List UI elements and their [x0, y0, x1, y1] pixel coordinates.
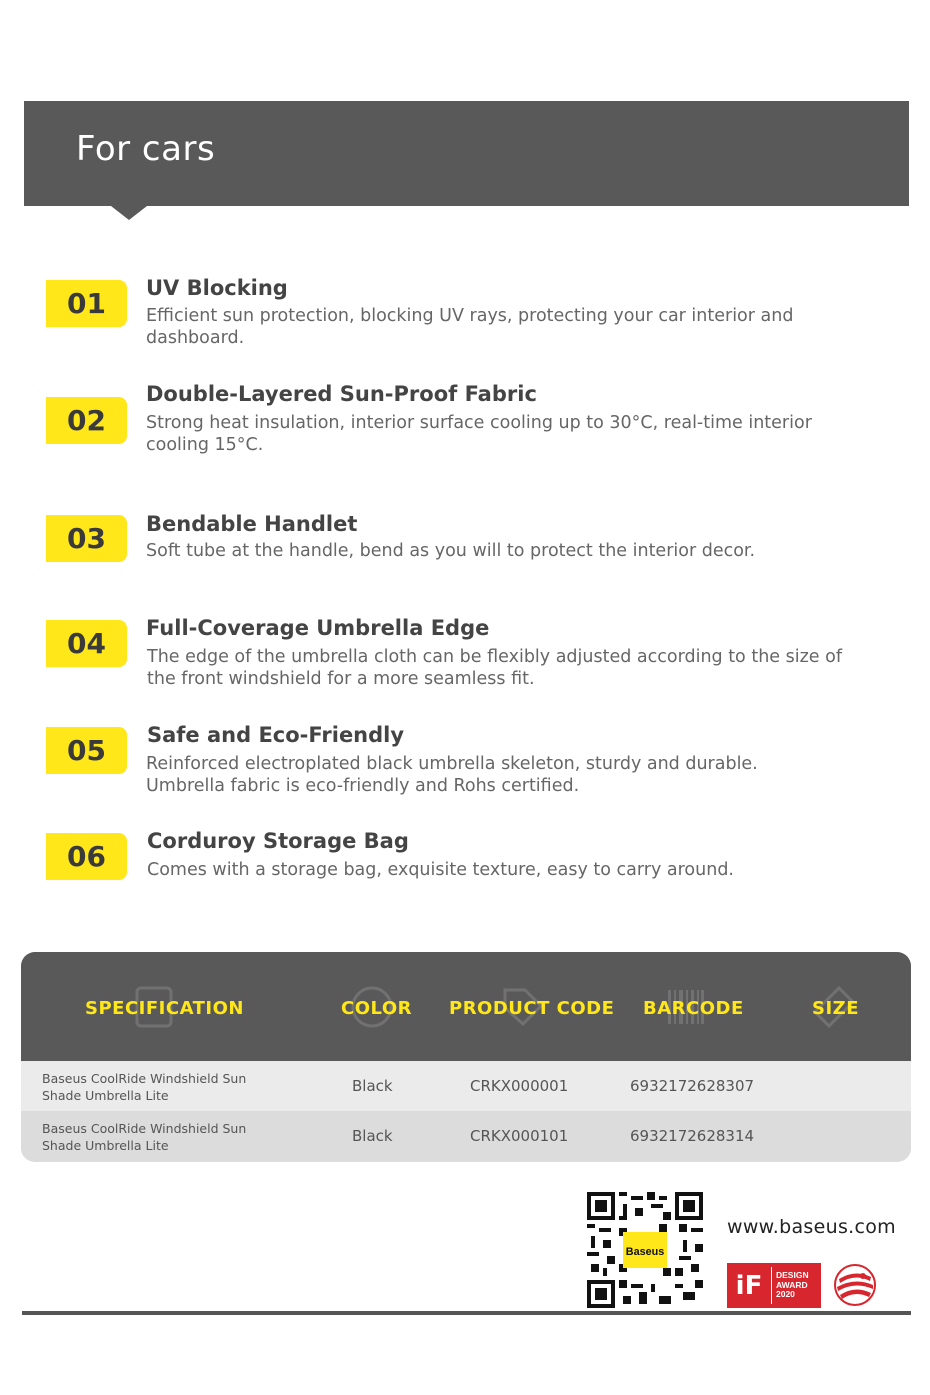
spec-product-name: Baseus CoolRide Windshield Sun Shade Umbrella Lite [42, 1121, 247, 1153]
feature-title: Corduroy Storage Bag [147, 829, 409, 853]
if-mark: iF [735, 1270, 763, 1301]
qr-baseus-logo: Baseus [625, 1246, 665, 1259]
feature-description: Efficient sun protection, blocking UV rays, protecting your car interior and dashboard. [146, 306, 794, 348]
spec-product-name: Baseus CoolRide Windshield Sun Shade Umbrella Lite [42, 1071, 247, 1103]
qr-code[interactable] [587, 1192, 703, 1308]
feature-description: Strong heat insulation, interior surface cooling up to 30°C, real-time interior cooling 15°C. [146, 413, 812, 455]
feature-title: Full-Coverage Umbrella Edge [146, 616, 490, 640]
header-notch [111, 206, 147, 220]
feature-number-badge: 06 [46, 833, 127, 880]
feature-number-badge: 04 [46, 620, 127, 667]
feature-title: Double-Layered Sun-Proof Fabric [146, 382, 537, 406]
if-design-award-logo [727, 1263, 821, 1308]
feature-title: Safe and Eco-Friendly [147, 723, 405, 747]
spec-col-specification: SPECIFICATION [85, 998, 244, 1019]
spec-barcode: 6932172628314 [630, 1127, 755, 1145]
feature-number-badge: 01 [46, 280, 127, 327]
red-dot-award-icon [833, 1263, 877, 1307]
spec-barcode: 6932172628307 [630, 1077, 755, 1095]
spec-col-product-code: PRODUCT CODE [449, 998, 615, 1019]
table-row [21, 1061, 911, 1111]
spec-color: Black [352, 1127, 393, 1145]
spec-header-row [21, 952, 911, 1061]
spec-product-code: CRKX000101 [470, 1127, 569, 1145]
spec-product-code: CRKX000001 [470, 1077, 569, 1095]
feature-description: Reinforced electroplated black umbrella skeleton, sturdy and durable. Umbrella fabric is eco-friendly and Rohs certified. [146, 754, 758, 796]
feature-title: UV Blocking [146, 276, 288, 300]
feature-description: Soft tube at the handle, bend as you will to protect the interior decor. [146, 541, 756, 561]
spec-col-barcode: BARCODE [643, 998, 744, 1019]
feature-number-badge: 02 [46, 397, 127, 444]
feature-title: Bendable Handlet [146, 512, 358, 536]
spec-color: Black [352, 1077, 393, 1095]
specification-table [21, 952, 911, 1162]
website-link[interactable]: www.baseus.com [727, 1216, 896, 1238]
table-row [21, 1111, 911, 1161]
feature-number-badge: 05 [46, 727, 127, 774]
footer-divider [22, 1311, 911, 1315]
feature-description: Comes with a storage bag, exquisite texture, easy to carry around. [147, 860, 734, 880]
if-award-text: DESIGN AWARD 2020 [776, 1270, 809, 1300]
spec-col-size: SIZE [812, 998, 860, 1019]
section-title: For cars [76, 129, 216, 169]
feature-number-badge: 03 [46, 515, 127, 562]
feature-description: The edge of the umbrella cloth can be flexibly adjusted according to the size of the front windshield for a more seamless fit. [147, 647, 842, 689]
section-header [24, 101, 909, 206]
spec-col-color: COLOR [341, 998, 413, 1019]
